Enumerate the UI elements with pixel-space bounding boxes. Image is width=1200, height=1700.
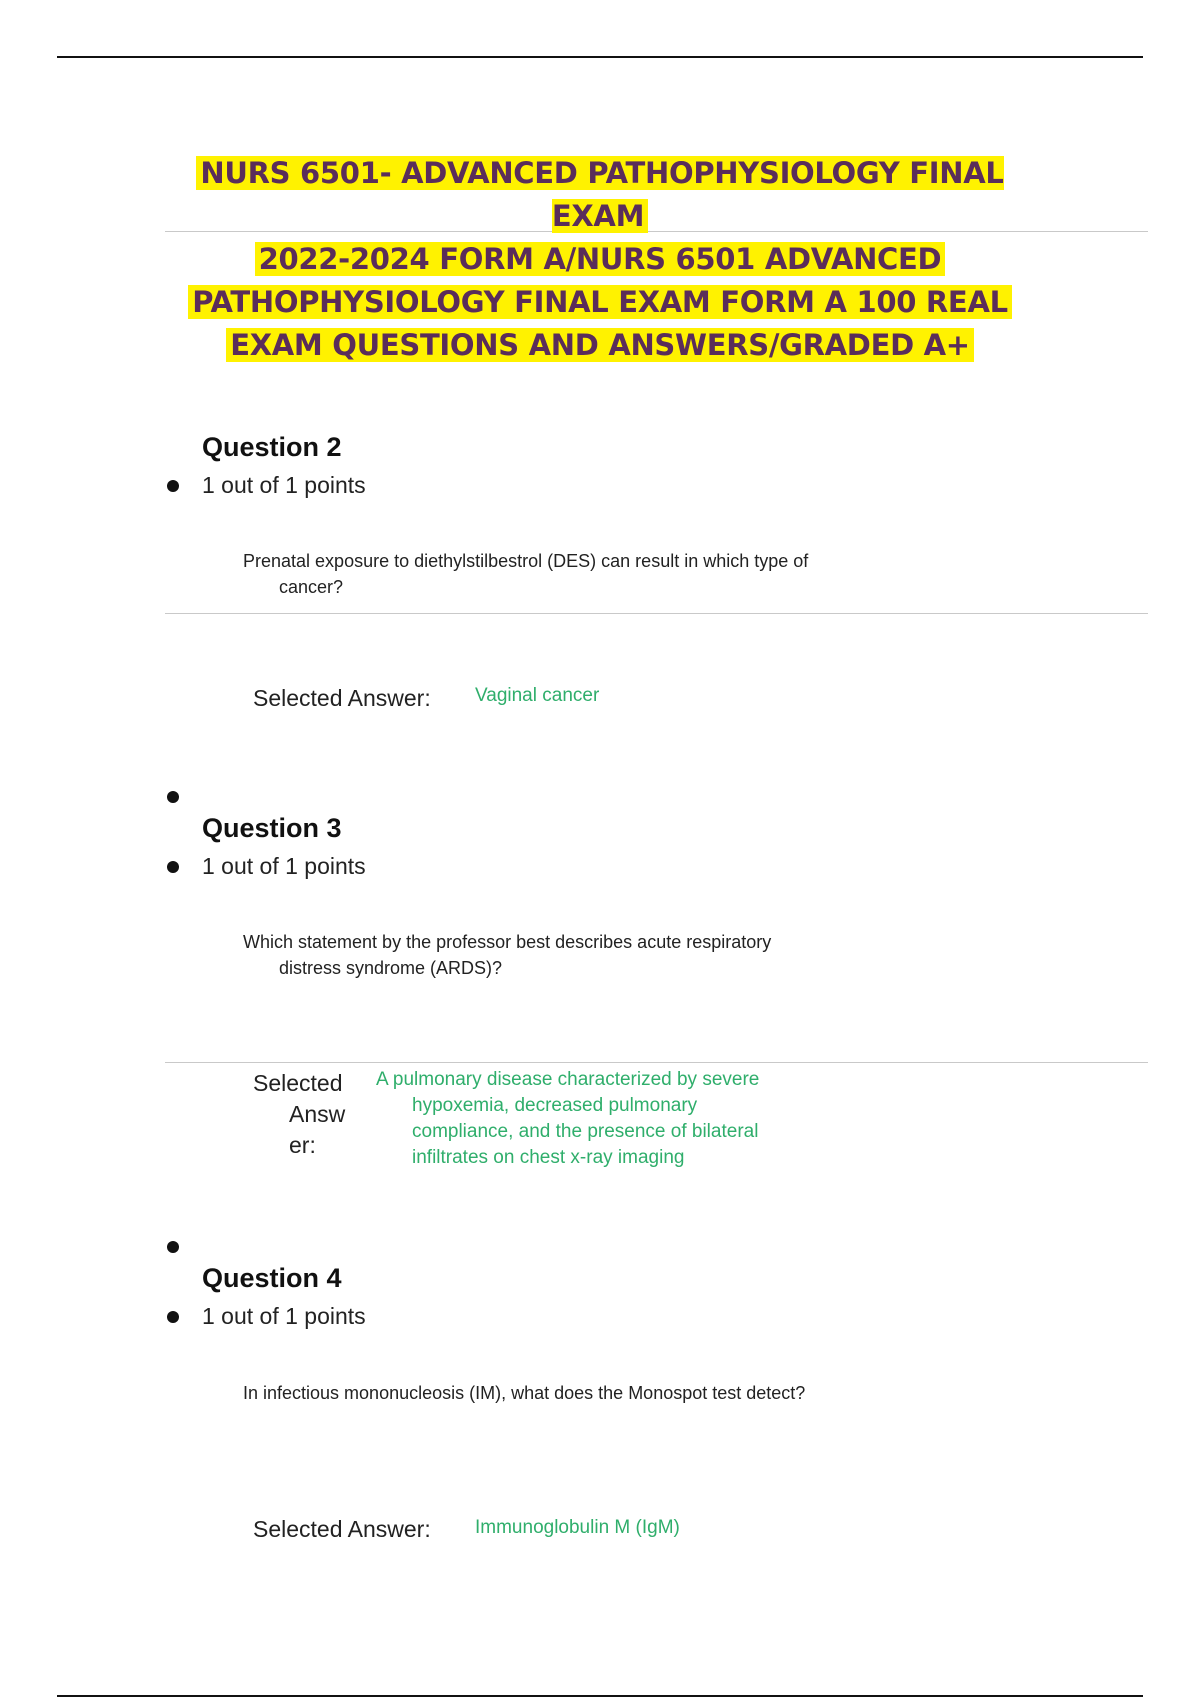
answer-line: A pulmonary disease characterized by severe — [376, 1069, 760, 1090]
prompt-line: In infectious mononucleosis (IM), what does the Monospot test detect? — [243, 1383, 806, 1403]
question-points: 1 out of 1 points — [202, 853, 366, 879]
prompt-line: distress syndrome (ARDS)? — [279, 958, 503, 978]
selected-answer-value: Immunoglobulin M (IgM) — [475, 1517, 680, 1538]
selected-answer-label: Selected Answer: — [253, 1516, 431, 1542]
title-line-3: PATHOPHYSIOLOGY FINAL EXAM FORM A 100 REAL — [188, 285, 1012, 319]
bullet-icon — [167, 480, 179, 492]
question-points: 1 out of 1 points — [202, 1303, 366, 1329]
label-line: er: — [289, 1132, 316, 1158]
bullet-icon — [167, 1311, 179, 1323]
top-rule — [57, 56, 1143, 58]
title-line-2: 2022-2024 FORM A/NURS 6501 ADVANCED — [255, 242, 946, 276]
question-points: 1 out of 1 points — [202, 472, 366, 498]
bullet-icon — [167, 791, 179, 803]
prompt-line: Prenatal exposure to diethylstilbestrol (DES) can result in which type of — [243, 551, 809, 571]
bullet-icon — [167, 861, 179, 873]
question-heading: Question 4 — [202, 1263, 342, 1293]
selected-answer-value — [376, 1067, 836, 1171]
document-title — [150, 152, 1050, 367]
question-heading: Question 2 — [202, 432, 342, 462]
prompt-line: Which statement by the professor best describes acute respiratory — [243, 932, 772, 952]
divider-rule — [165, 1062, 1148, 1063]
answer-line: hypoxemia, decreased pulmonary — [412, 1095, 698, 1116]
bullet-icon — [167, 1241, 179, 1253]
prompt-line: cancer? — [279, 577, 344, 597]
question-heading: Question 3 — [202, 813, 342, 843]
label-line: Selected — [253, 1070, 343, 1096]
question-prompt — [243, 548, 943, 600]
bottom-rule — [57, 1695, 1143, 1697]
answer-line: infiltrates on chest x-ray imaging — [412, 1147, 685, 1168]
selected-answer-label: Selected Answer: — [253, 685, 431, 711]
question-prompt — [243, 929, 943, 981]
question-prompt — [243, 1380, 943, 1406]
title-line-1: NURS 6501- ADVANCED PATHOPHYSIOLOGY FINAL EXAM — [196, 156, 1003, 233]
divider-rule — [165, 613, 1148, 614]
label-line: Answ — [289, 1101, 346, 1127]
selected-answer-value: Vaginal cancer — [475, 685, 600, 706]
selected-answer-label — [253, 1068, 345, 1161]
answer-line: compliance, and the presence of bilateral — [412, 1121, 759, 1142]
title-line-4: EXAM QUESTIONS AND ANSWERS/GRADED A+ — [226, 328, 974, 362]
